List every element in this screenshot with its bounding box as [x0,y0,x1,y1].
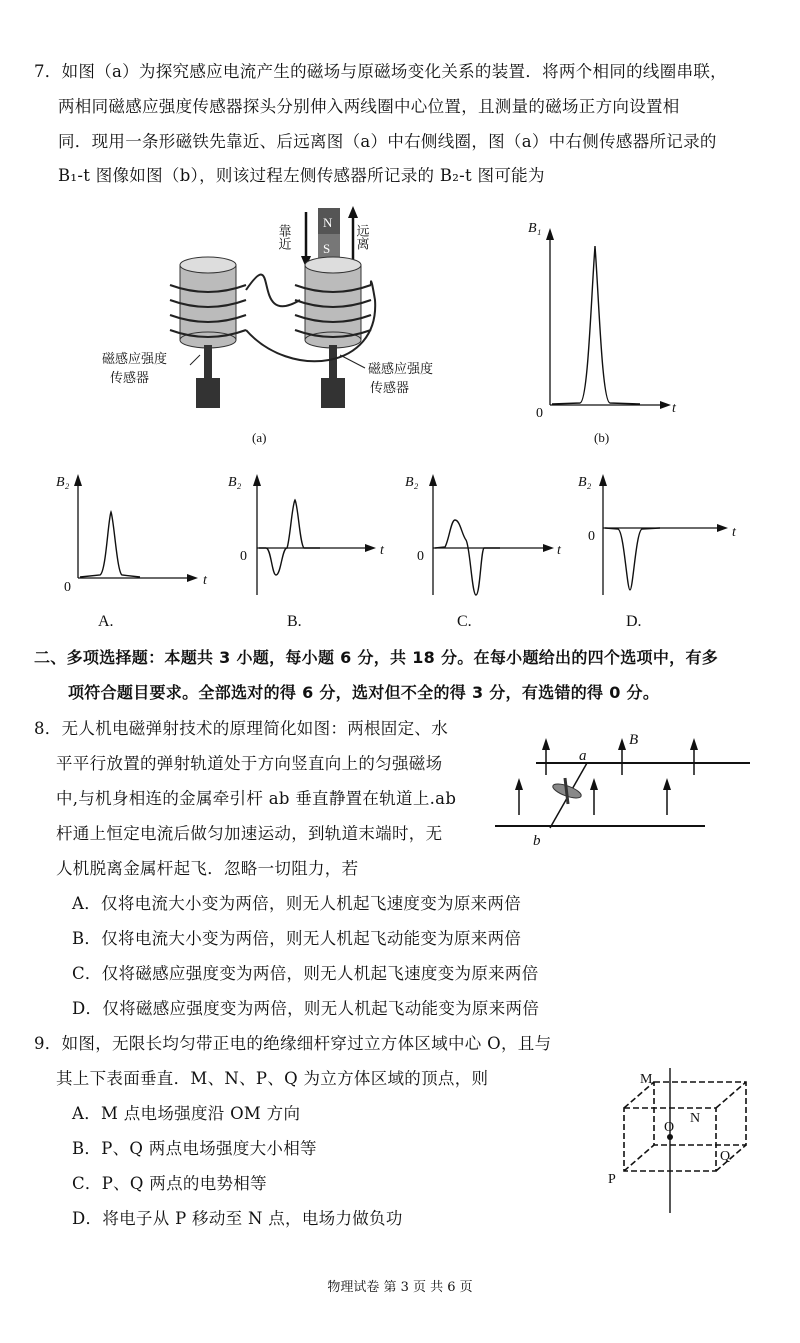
point-q-label: Q [720,1149,731,1164]
q9-option-c: C．P、Q 两点的电势相等 [72,1174,267,1193]
field-b-label: B [629,732,639,748]
origin-label: 0 [588,529,595,544]
option-a-graph [56,474,208,630]
sensor-left-line2: 传感器 [110,370,150,385]
magnet-n-label: N [323,215,333,230]
q8-line-1: 8．无人机电磁弹射技术的原理简化如图：两根固定、水 [34,719,448,738]
origin-label: 0 [536,406,543,421]
b1-axis-label: B₁ [528,221,542,236]
q7-line-2: 两相同磁感应强度传感器探头分别伸入两线圈中心位置，且测量的磁场正方向设置相 [58,97,680,116]
figure-b-caption: (b) [594,430,610,445]
sensor-left-line1: 磁感应强度 [102,351,168,366]
q8-line-3: 中,与机身相连的金属牵引杆 ab 垂直静置在轨道上.ab [56,789,457,808]
b2-axis-label: B₂ [228,475,242,490]
section-2-heading-line-1: 二、多项选择题：本题共 3 小题，每小题 6 分，共 18 分。在每小题给出的四个选项中，有多 [34,648,719,667]
q8-line-2: 平平行放置的弹射轨道处于方向竖直向上的匀强磁场 [56,754,443,773]
option-c-graph [405,474,562,630]
option-d-label: D. [626,613,642,630]
option-b-graph [228,474,385,630]
away-label: 远离 [354,224,370,250]
point-o-label: O [664,1120,675,1135]
q9-option-d: D．将电子从 P 移动至 N 点，电场力做负功 [72,1209,403,1228]
t-axis-label: t [672,401,676,416]
t-axis-label: t [203,573,207,588]
q7-line-4: B₁-t 图像如图（b），则该过程左侧传感器所记录的 B₂-t 图可能为 [58,166,545,185]
option-b-label: B. [287,613,302,630]
q8-option-a: A．仅将电流大小变为两倍，则无人机起飞速度变为原来两倍 [72,894,522,913]
point-m-label: M [640,1072,653,1087]
section-2-heading-line-2: 项符合题目要求。全部选对的得 6 分，选对但不全的得 3 分，有选错的得 0 分。 [68,683,660,702]
origin-label: 0 [240,549,247,564]
q8-option-d: D．仅将磁感应强度变为两倍，则无人机起飞动能变为原来两倍 [72,999,540,1018]
magnet-s-label: S [323,241,331,256]
t-axis-label: t [732,525,736,540]
point-p-label: P [608,1172,616,1187]
q8-option-b: B．仅将电流大小变为两倍，则无人机起飞动能变为原来两倍 [72,929,522,948]
b2-axis-label: B₂ [56,475,70,490]
t-axis-label: t [380,543,384,558]
option-d-graph [578,474,737,630]
point-b-label: b [533,833,541,849]
page-footer: 物理试卷 第 3 页 共 6 页 [327,1280,473,1295]
q7-line-3: 同．现用一条形磁铁先靠近、后远离图（a）中右侧线圈，图（a）中右侧传感器所记录的 [58,132,717,151]
q8-line-5: 人机脱离金属杆起飞．忽略一切阻力，若 [56,859,359,878]
sensor-right-line2: 传感器 [370,380,410,395]
option-a-label: A. [98,613,114,630]
q7-line-1: 7．如图（a）为探究感应电流产生的磁场与原磁场变化关系的装置．将两个相同的线圈串联， [34,62,727,81]
figure-a-caption: (a) [252,430,267,445]
point-n-label: N [690,1111,701,1126]
q8-line-4: 杆通上恒定电流后做匀加速运动，到轨道末端时，无 [56,824,443,843]
option-c-label: C. [457,613,472,630]
q9-line-2: 其上下表面垂直．M、N、P、Q 为立方体区域的顶点，则 [56,1069,489,1088]
drone-icon [551,778,583,804]
t-axis-label: t [557,543,561,558]
q9-option-b: B．P、Q 两点电场强度大小相等 [72,1139,317,1158]
approach-label: 靠近 [276,224,292,250]
origin-label: 0 [417,549,424,564]
point-a-label: a [579,748,587,764]
q9-line-1: 9．如图，无限长均匀带正电的绝缘细杆穿过立方体区域中心 O，且与 [34,1034,552,1053]
q9-option-a: A．M 点电场强度沿 OM 方向 [72,1104,301,1123]
b2-axis-label: B₂ [578,475,592,490]
origin-label: 0 [64,580,71,595]
sensor-right-line1: 磁感应强度 [368,361,434,376]
q8-option-c: C．仅将磁感应强度变为两倍，则无人机起飞速度变为原来两倍 [72,964,539,983]
b2-axis-label: B₂ [405,475,419,490]
